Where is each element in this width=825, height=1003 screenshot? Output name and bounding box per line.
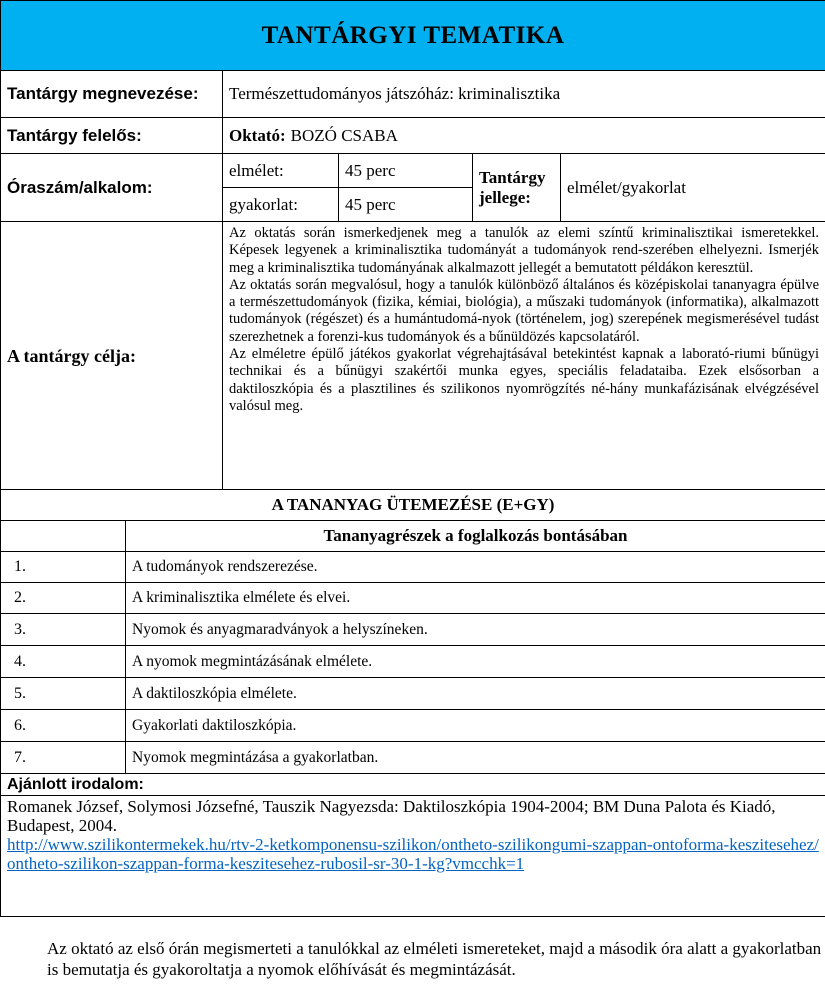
table-row (1, 552, 825, 583)
page-title: TANTÁRGYI TEMATIKA (1, 1, 825, 71)
topic-number: 7. (1, 742, 126, 773)
type-value: elmélet/gyakorlat (567, 177, 686, 197)
goal-paragraph: Az elméletre épülő játékos gyakorlat végrehajtásával betekintést kapnak a laborató-riumi bűnügyi technikai és a bűnügyi szakértői munka egyes, speciális feladataiba. Ezek elsősorban a daktiloszkópia és a plasztilines és szilikonos nyomrögzítés né-hány munkafázisának elvégzésével valósul meg. (229, 346, 819, 414)
schedule-num-header (1, 521, 126, 551)
schedule-subheader: Tananyagrészek a foglalkozás bontásában (323, 526, 628, 545)
topic-title: A nyomok megmintázásának elmélete. (132, 652, 373, 670)
type-label: Tantárgy jellege: (473, 154, 561, 221)
goal-paragraph: Az oktatás során megvalósul, hogy a tanulók különböző általános és középiskolai tananyagra épülve a természettudományok (fizika, kémiai, biológia), a műszaki tudományok (informatika), alkalmazott tudományok (régészet) és a humántudomá-nyok (történelem, jog) szerepének megismerésével tudást szerezhetnek a forenzi-kus tudományok és a bűnüldözés kapcsolatáról. (229, 276, 819, 345)
practice-row (223, 187, 472, 221)
goal-text (223, 222, 825, 489)
table-row (1, 742, 825, 774)
goal-label: A tantárgy célja: (1, 222, 223, 489)
table-row (1, 583, 825, 614)
responsible-name: BOZÓ CSABA (290, 125, 398, 145)
topic-number: 1. (1, 552, 126, 582)
table-row (1, 710, 825, 742)
topic-title: A daktiloszkópia elmélete. (132, 684, 297, 702)
literature-link[interactable]: http://www.szilikontermekek.hu/rtv-2-ketkomponensu-szilikon/ontheto-szilikongumi-szappan-ontoforma-keszitesehez/ontheto-szilikon-szappan-forma-keszitesehez-rubosil-sr-30-1-kg?vmcchk=1 (7, 835, 819, 873)
subject-value: Természettudományos játszóház: kriminalisztika (229, 84, 561, 103)
topic-number: 2. (1, 583, 126, 613)
hours-grid (223, 154, 473, 221)
subject-row (1, 71, 825, 118)
literature-title-row (1, 774, 825, 796)
literature-book: Romanek József, Solymosi Józsefné, Tauszik Nagyezsda: Daktiloszkópia 1904-2004; BM Duna Palota és Kiadó, Budapest, 2004. (7, 797, 776, 835)
responsible-prefix: Oktató: (229, 125, 286, 145)
goal-paragraph: Az oktatás során ismerkedjenek meg a tanulók az elemi színtű kriminalisztikai ismeretekkel. Képesek legyenek a kriminalisztika tudományát a tudományok rend-szerében elhelyezni. Ismerjék meg a kriminalisztika tudományának alkalmazott jellegét a bemutatott példákon keresztül. (229, 225, 819, 276)
goal-row (1, 222, 825, 490)
table-row (1, 646, 825, 678)
subject-label: Tantárgy megnevezése: (1, 71, 223, 117)
topic-title: A tudományok rendszerezése. (132, 558, 318, 575)
practice-value: 45 perc (345, 194, 396, 214)
practice-label: gyakorlat: (223, 188, 339, 221)
theory-label: elmélet: (223, 154, 339, 187)
topic-title: Nyomok és anyagmaradványok a helyszíneken. (132, 620, 428, 638)
topic-title: Nyomok megmintázása a gyakorlatban. (132, 748, 379, 766)
theory-row (223, 154, 472, 187)
footer-note: Az oktató az első órán megismerteti a tanulókkal az elméleti ismereteket, majd a második óra alatt a gyakorlatban is bemutatja és gyakoroltatja a nyomok előhívását és megmintázását. (47, 939, 822, 979)
responsible-row (1, 118, 825, 154)
schedule-title: A TANANYAG ÜTEMEZÉSE (E+GY) (271, 495, 555, 514)
schedule-subheader-row (1, 521, 825, 552)
literature-body (1, 796, 825, 874)
topic-title: A kriminalisztika elmélete és elvei. (132, 589, 351, 606)
theory-value: 45 perc (345, 160, 396, 180)
responsible-value (223, 118, 825, 153)
hours-block (223, 154, 825, 221)
topic-number: 3. (1, 614, 126, 645)
hours-label: Óraszám/alkalom: (1, 154, 223, 221)
topic-number: 6. (1, 710, 126, 741)
topic-number: 5. (1, 678, 126, 709)
topic-number: 4. (1, 646, 126, 677)
table-row (1, 614, 825, 646)
literature-title: Ajánlott irodalom: (7, 776, 144, 793)
responsible-label: Tantárgy felelős: (1, 118, 223, 153)
hours-row (1, 154, 825, 222)
topic-title: Gyakorlati daktiloszkópia. (132, 716, 297, 734)
table-row (1, 678, 825, 710)
schedule-title-row (1, 490, 825, 521)
